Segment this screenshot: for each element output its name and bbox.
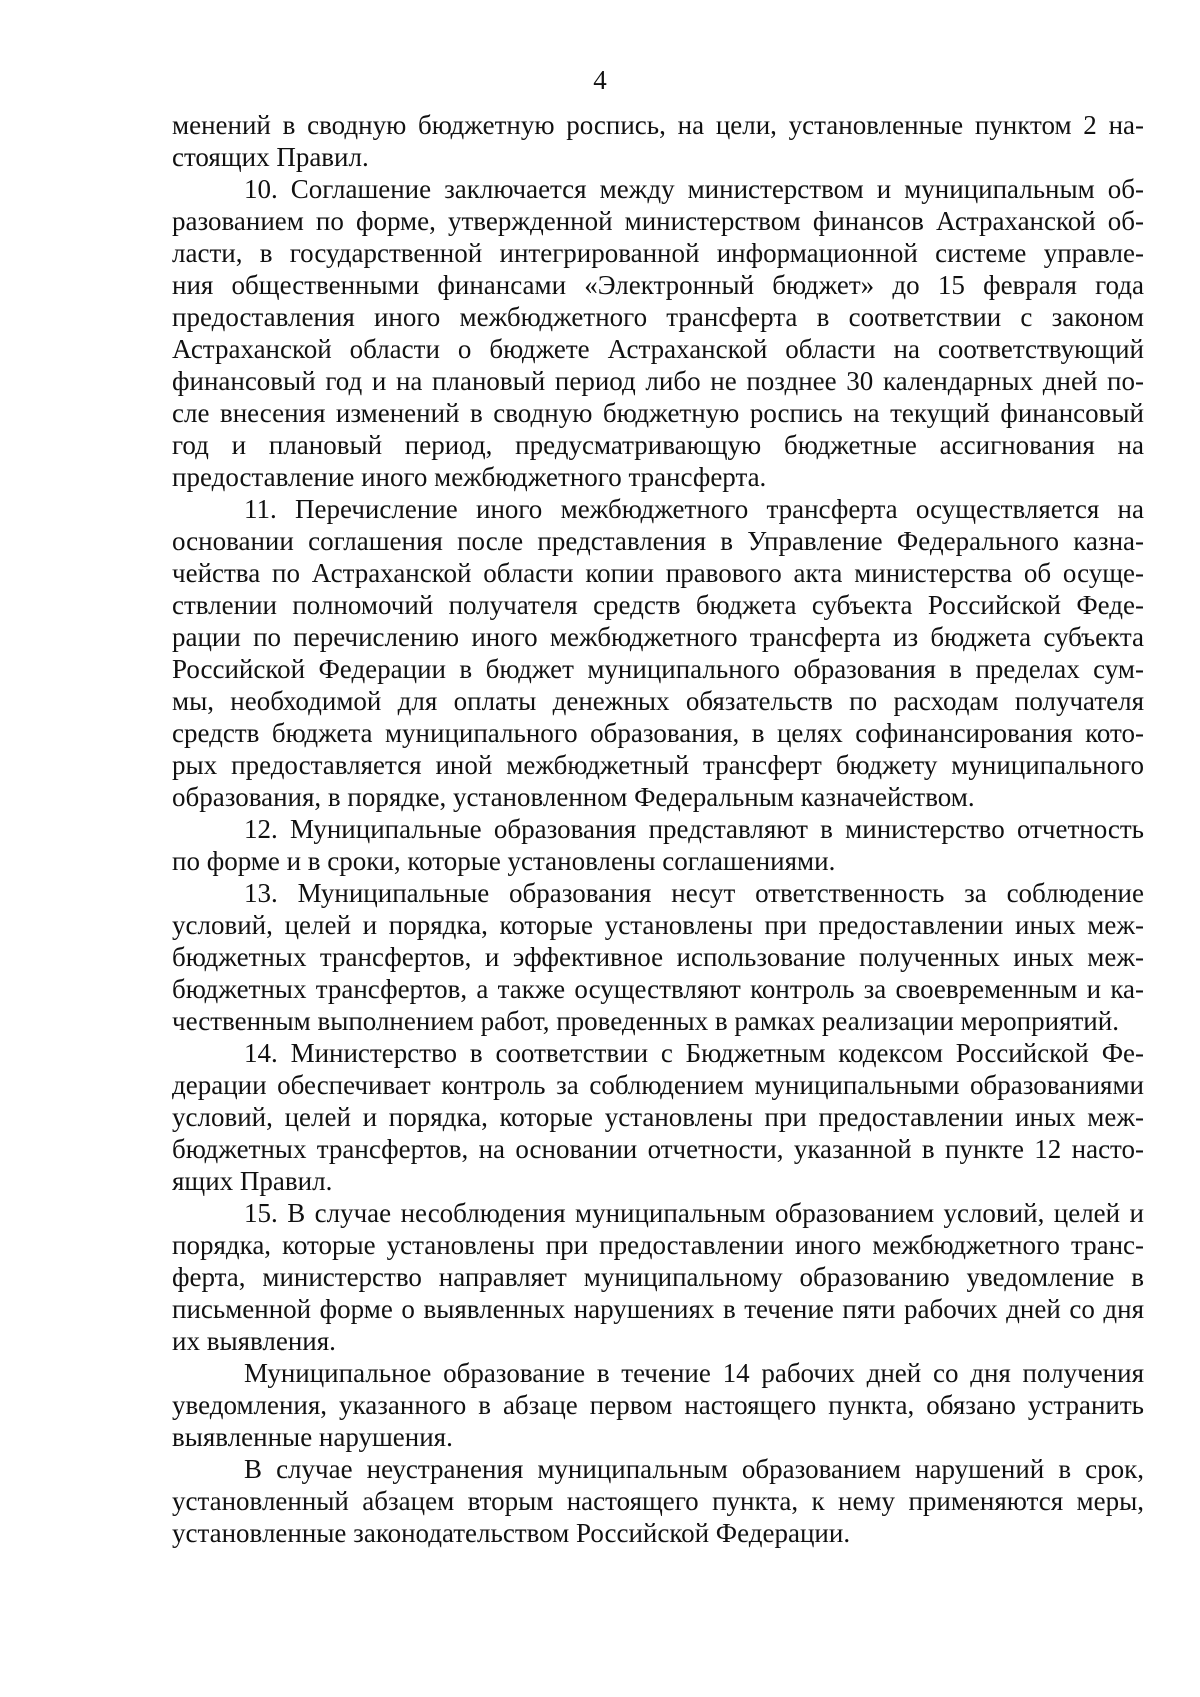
text-line: установленный абзацем вторым настоящего пункта, к нему применяются меры, [172, 1486, 1144, 1516]
text-line: ферта, министерство направляет муниципальному образованию уведомление в [172, 1262, 1144, 1292]
text-line: менений в сводную бюджетную роспись, на цели, установленные пунктом 2 на- [172, 110, 1144, 140]
text-line: 11. Перечисление иного межбюджетного трансферта осуществляется на [244, 494, 1144, 524]
paragraph [172, 813, 1144, 877]
text-line: бюджетных трансфертов, на основании отчетности, указанной в пункте 12 насто- [172, 1134, 1144, 1164]
text-line: разованием по форме, утвержденной министерством финансов Астраханской об- [172, 206, 1144, 236]
text-line: ласти, в государственной интегрированной информационной системе управле- [172, 238, 1144, 268]
paragraph [172, 1357, 1144, 1453]
text-line: рых предоставляется иной межбюджетный трансферт бюджету муниципального [172, 750, 1144, 780]
text-line: по форме и в сроки, которые установлены соглашениями. [172, 846, 836, 876]
text-line: стоящих Правил. [172, 142, 369, 172]
text-line: В случае неустранения муниципальным образованием нарушений в срок, [244, 1454, 1144, 1484]
text-line: письменной форме о выявленных нарушениях в течение пяти рабочих дней со дня [172, 1294, 1144, 1324]
text-line: выявленные нарушения. [172, 1422, 453, 1452]
text-line: 13. Муниципальные образования несут ответственность за соблюдение [244, 878, 1144, 908]
text-line: Муниципальное образование в течение 14 рабочих дней со дня получения [244, 1358, 1144, 1388]
text-line: бюджетных трансфертов, и эффективное использование полученных иных меж- [172, 942, 1144, 972]
text-line: ния общественными финансами «Электронный бюджет» до 15 февраля года [172, 270, 1144, 300]
text-line: финансовый год и на плановый период либо не позднее 30 календарных дней по- [172, 366, 1144, 396]
text-line: 15. В случае несоблюдения муниципальным образованием условий, целей и [244, 1198, 1144, 1228]
paragraph [172, 173, 1144, 493]
text-line: предоставление иного межбюджетного трансферта. [172, 462, 767, 492]
text-line: чейства по Астраханской области копии правового акта министерства об осуще- [172, 558, 1144, 588]
text-line: образования, в порядке, установленном Федеральным казначейством. [172, 782, 975, 812]
text-line: бюджетных трансфертов, а также осуществляют контроль за своевременным и ка- [172, 974, 1144, 1004]
text-line: чественным выполнением работ, проведенных в рамках реализации мероприятий. [172, 1006, 1119, 1036]
text-line: уведомления, указанного в абзаце первом настоящего пункта, обязано устранить [172, 1390, 1144, 1420]
text-line: условий, целей и порядка, которые установлены при предоставлении иных меж- [172, 910, 1144, 940]
text-line: основании соглашения после представления в Управление Федерального казна- [172, 526, 1144, 556]
text-line: дерации обеспечивает контроль за соблюдением муниципальными образованиями [172, 1070, 1144, 1100]
text-line: установленные законодательством Российской Федерации. [172, 1518, 851, 1548]
text-line: Астраханской области о бюджете Астраханской области на соответствующий [172, 334, 1144, 364]
paragraph [172, 1453, 1144, 1549]
text-line: 12. Муниципальные образования представляют в министерство отчетность [244, 814, 1144, 844]
text-line: 14. Министерство в соответствии с Бюджетным кодексом Российской Фе- [244, 1038, 1144, 1068]
text-line: средств бюджета муниципального образования, в целях софинансирования кото- [172, 718, 1144, 748]
document-body [172, 109, 1144, 1549]
text-line: год и плановый период, предусматривающую бюджетные ассигнования на [172, 430, 1144, 460]
text-line: Российской Федерации в бюджет муниципального образования в пределах сум- [172, 654, 1144, 684]
text-line: рации по перечислению иного межбюджетного трансферта из бюджета субъекта [172, 622, 1144, 652]
text-line: их выявления. [172, 1326, 336, 1356]
paragraph [172, 1197, 1144, 1357]
text-line: ящих Правил. [172, 1166, 333, 1196]
page-number: 4 [593, 65, 607, 95]
paragraph [172, 877, 1144, 1037]
text-line: сле внесения изменений в сводную бюджетную роспись на текущий финансовый [172, 398, 1144, 428]
text-line: предоставления иного межбюджетного трансферта в соответствии с законом [172, 302, 1144, 332]
text-line: ствлении полномочий получателя средств бюджета субъекта Российской Феде- [172, 590, 1144, 620]
paragraph [172, 1037, 1144, 1197]
text-line: 10. Соглашение заключается между министерством и муниципальным об- [244, 174, 1144, 204]
text-line: мы, необходимой для оплаты денежных обязательств по расходам получателя [172, 686, 1144, 716]
paragraph [172, 493, 1144, 813]
text-line: порядка, которые установлены при предоставлении иного межбюджетного транс- [172, 1230, 1144, 1260]
paragraph [172, 109, 1144, 173]
text-line: условий, целей и порядка, которые установлены при предоставлении иных меж- [172, 1102, 1144, 1132]
